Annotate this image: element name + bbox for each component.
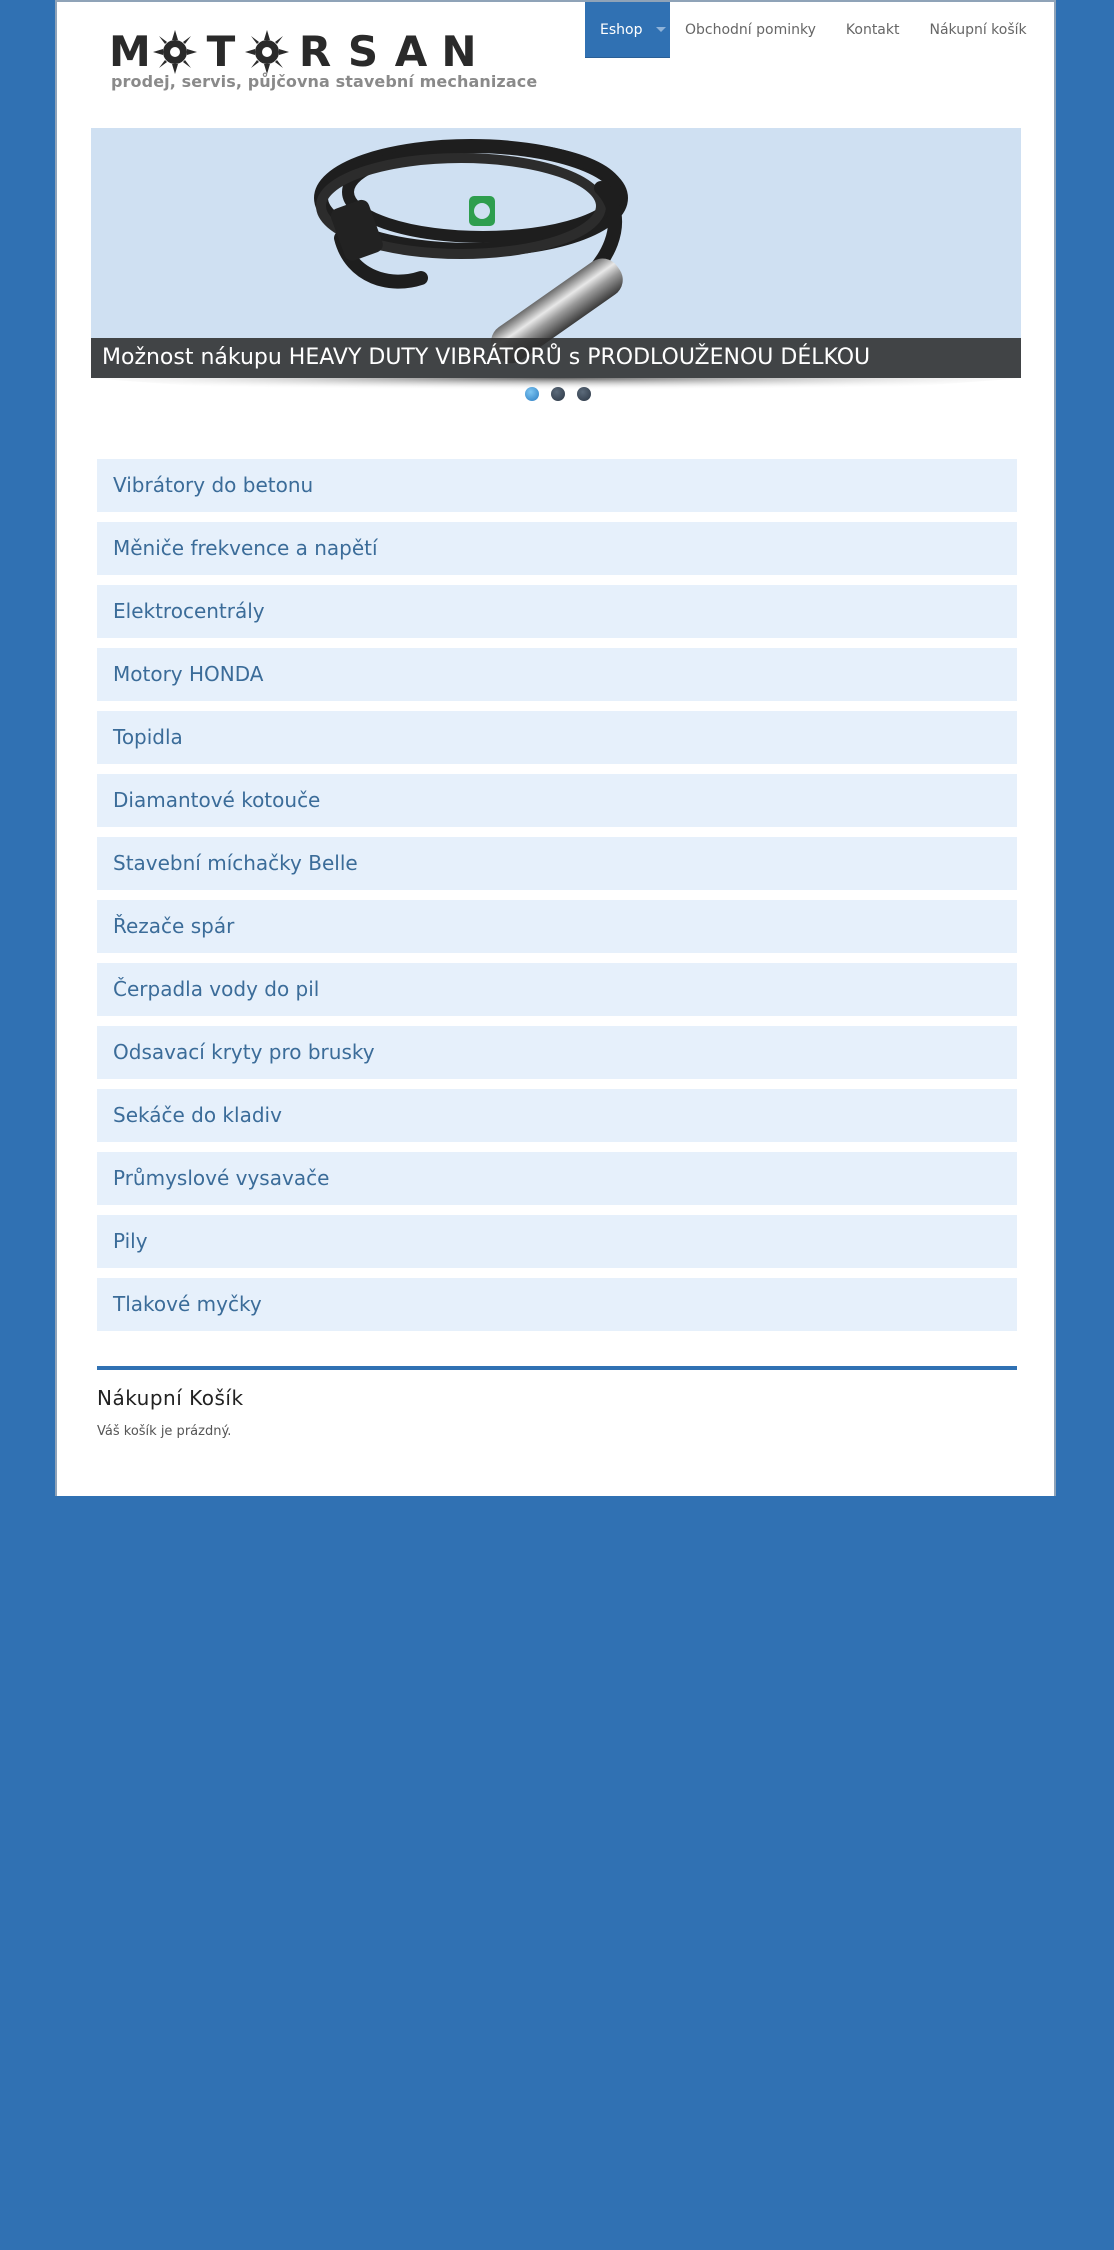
slider-dot[interactable] [551,387,565,401]
hero-slider[interactable] [91,128,1021,378]
page-container [55,0,1056,1496]
slider-dot[interactable] [577,387,591,401]
logo-letter: T [206,27,236,76]
category-item[interactable]: Topidla [97,711,1017,764]
logo-letter: M [109,27,151,76]
nav-item-label: Obchodní pominky [685,22,816,38]
site-logo[interactable] [109,27,538,96]
category-item[interactable]: Odsavací kryty pro brusky [97,1026,1017,1079]
slide-caption[interactable]: Možnost nákupu HEAVY DUTY VIBRÁTORŮ s PRODLOUŽENOU DÉLKOU [91,338,1021,378]
logo-letter: A [394,27,428,76]
slider-dot-active[interactable] [525,387,539,401]
cart-empty-message: Váš košík je prázdný. [97,1424,232,1439]
cart-title: Nákupní Košík [97,1386,244,1410]
category-item[interactable]: Diamantové kotouče [97,774,1017,827]
category-item[interactable]: Průmyslové vysavače [97,1152,1017,1205]
category-item[interactable]: Stavební míchačky Belle [97,837,1017,890]
category-item[interactable]: Elektrocentrály [97,585,1017,638]
logo-tagline: prodej, servis, půjčovna stavební mechanizace [111,72,538,91]
logo-letter: S [347,27,379,76]
logo-letter: N [441,27,477,76]
logo-gear-icon [245,30,289,74]
nav-item-label: Kontakt [845,22,900,38]
category-item[interactable]: Motory HONDA [97,648,1017,701]
category-list [97,459,1017,1341]
nav-item-eshop[interactable] [585,2,670,58]
category-item[interactable]: Sekáče do kladiv [97,1089,1017,1142]
category-item[interactable]: Řezače spár [97,900,1017,953]
cart-divider [97,1366,1017,1370]
caret-down-icon [656,27,666,32]
nav-item-label: Nákupní košík [929,22,1027,38]
category-item[interactable]: Čerpadla vody do pil [97,963,1017,1016]
category-item[interactable]: Měniče frekvence a napětí [97,522,1017,575]
slider-pagination [525,387,605,403]
nav-item-terms[interactable] [670,2,831,58]
category-item[interactable]: Vibrátory do betonu [97,459,1017,512]
logo-letter: R [298,27,332,76]
nav-item-label: Eshop [600,21,643,38]
category-item[interactable]: Tlakové myčky [97,1278,1017,1331]
category-item[interactable]: Pily [97,1215,1017,1268]
nav-item-contact[interactable] [831,2,915,58]
main-nav [585,2,1042,58]
logo-gear-icon [153,30,197,74]
nav-item-cart[interactable] [914,2,1041,58]
